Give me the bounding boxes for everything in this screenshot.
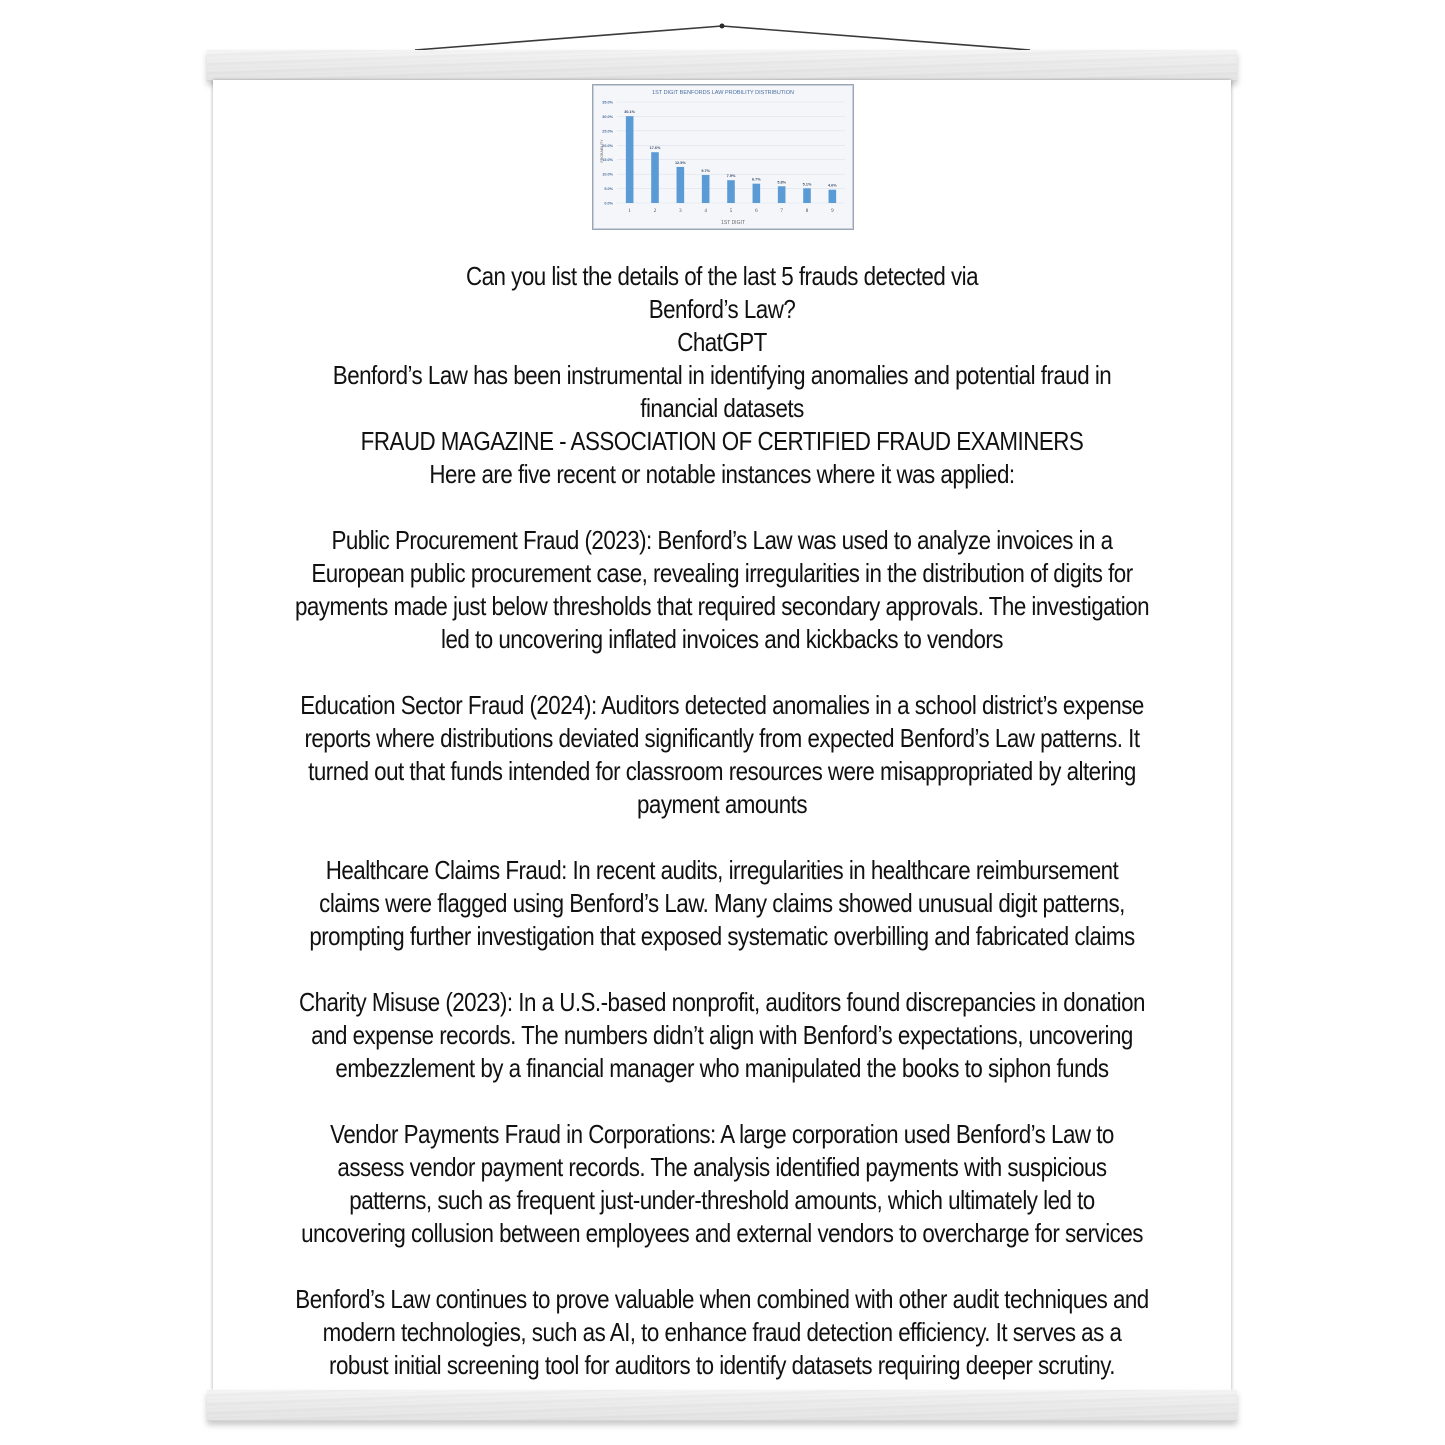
- data-label: 30.1%: [624, 110, 636, 115]
- bar-digit-9: [829, 190, 837, 203]
- bar-digit-4: [702, 175, 710, 203]
- data-label: 5.8%: [777, 180, 786, 185]
- bar-digit-5: [727, 180, 735, 203]
- top-hanger-rail: [207, 50, 1237, 81]
- x-tick-label: 1: [628, 209, 631, 214]
- data-label: 6.7%: [752, 177, 761, 182]
- question-line-1: Can you list the details of the last 5 frauds detected via: [465, 261, 978, 291]
- bar-digit-6: [753, 184, 761, 203]
- x-tick-label: 3: [679, 209, 682, 214]
- intro-paragraph: Benford’s Law has been instrumental in identifying anomalies and potential fraud in financial datasets: [332, 360, 1112, 423]
- bar-digit-8: [803, 188, 811, 203]
- bottom-hanger-rail: [207, 1390, 1237, 1421]
- publication-credit: FRAUD MAGAZINE - ASSOCIATION OF CERTIFIED FRAUD EXAMINERS: [360, 426, 1084, 456]
- bar-digit-7: [778, 186, 786, 203]
- bar-digit-2: [651, 152, 659, 203]
- case-charity-misuse: Charity Misuse (2023): In a U.S.-based nonprofit, auditors found discrepancies in donation and expense records. The numbers didn’t align with Benford’s expectations, uncovering embezzlement by a financial manager who manipulated the books to siphon funds: [299, 987, 1145, 1083]
- hanger-hook-icon: [720, 24, 725, 29]
- chart-canvas: [593, 85, 853, 229]
- data-label: 4.6%: [828, 183, 837, 188]
- x-tick-label: 8: [805, 209, 809, 214]
- y-tick-label: 25.0%: [602, 129, 613, 134]
- document-body: [213, 260, 1231, 1382]
- y-tick-label: 5.0%: [604, 187, 613, 192]
- y-tick-label: 0.0%: [604, 201, 613, 206]
- chart-x-axis: [628, 209, 834, 214]
- bar-digit-3: [677, 167, 685, 203]
- y-tick-label: 30.0%: [602, 114, 613, 119]
- data-label: 5.1%: [802, 182, 812, 187]
- question-line-2: Benford’s Law?: [648, 294, 796, 324]
- source-label: ChatGPT: [677, 327, 767, 357]
- chart-title: 1ST DIGIT BENFORDS LAW PROBILITY DISTRIBUTION: [652, 90, 794, 96]
- conclusion-paragraph: Benford’s Law continues to prove valuable when combined with other audit techniques and modern technologies, such as AI, to enhance fraud detection efficiency. It serves as a robust initial screening tool for auditors to identify datasets requiring deeper scrutiny.: [295, 1284, 1149, 1380]
- x-tick-label: 4: [704, 209, 707, 214]
- y-tick-label: 20.0%: [602, 143, 613, 148]
- case-healthcare-claims: Healthcare Claims Fraud: In recent audits, irregularities in healthcare reimbursement claims were flagged using Benford’s Law. Many claims showed unusual digit patterns, prompting further investigation that exposed systematic overbilling and fabricated claims: [309, 855, 1135, 951]
- chart-y-axis-label: PROBABILITY: [600, 139, 604, 163]
- data-label: 7.9%: [726, 174, 736, 179]
- chart-x-axis-label: 1ST DIGIT: [721, 220, 745, 226]
- x-tick-label: 7: [780, 209, 783, 214]
- bar-digit-1: [626, 116, 634, 203]
- poster-sheet: [213, 80, 1231, 1390]
- case-education-sector: Education Sector Fraud (2024): Auditors detected anomalies in a school district’s expense reports where distributions deviated significantly from expected Benford’s Law patterns. It turned out that funds intended for classroom resources were misappropriated by altering payment amounts: [300, 690, 1144, 819]
- data-label: 12.5%: [674, 160, 686, 165]
- y-tick-label: 10.0%: [602, 172, 613, 177]
- x-tick-label: 5: [729, 209, 733, 214]
- y-tick-label: 35.0%: [602, 100, 613, 105]
- case-public-procurement: Public Procurement Fraud (2023): Benford’s Law was used to analyze invoices in a European public procurement case, revealing irregularities in the distribution of digits for payments made just below thresholds that required secondary approvals. The investigation led to uncovering inflated invoices and kickbacks to vendors: [294, 525, 1150, 654]
- lead-in: Here are five recent or notable instances where it was applied:: [429, 459, 1015, 489]
- data-label: 17.6%: [649, 146, 661, 151]
- x-tick-label: 2: [653, 209, 657, 214]
- x-tick-label: 9: [831, 209, 834, 214]
- y-tick-label: 15.0%: [602, 158, 613, 163]
- x-tick-label: 6: [755, 209, 758, 214]
- case-vendor-payments: Vendor Payments Fraud in Corporations: A large corporation used Benford’s Law to assess vendor payment records. The analysis identified payments with suspicious patterns, such as frequent just-under-threshold amounts, which ultimately led to uncovering collusion between employees and external vendors to overcharge for services: [301, 1119, 1143, 1248]
- data-label: 9.7%: [701, 169, 710, 174]
- benford-chart: [592, 84, 854, 230]
